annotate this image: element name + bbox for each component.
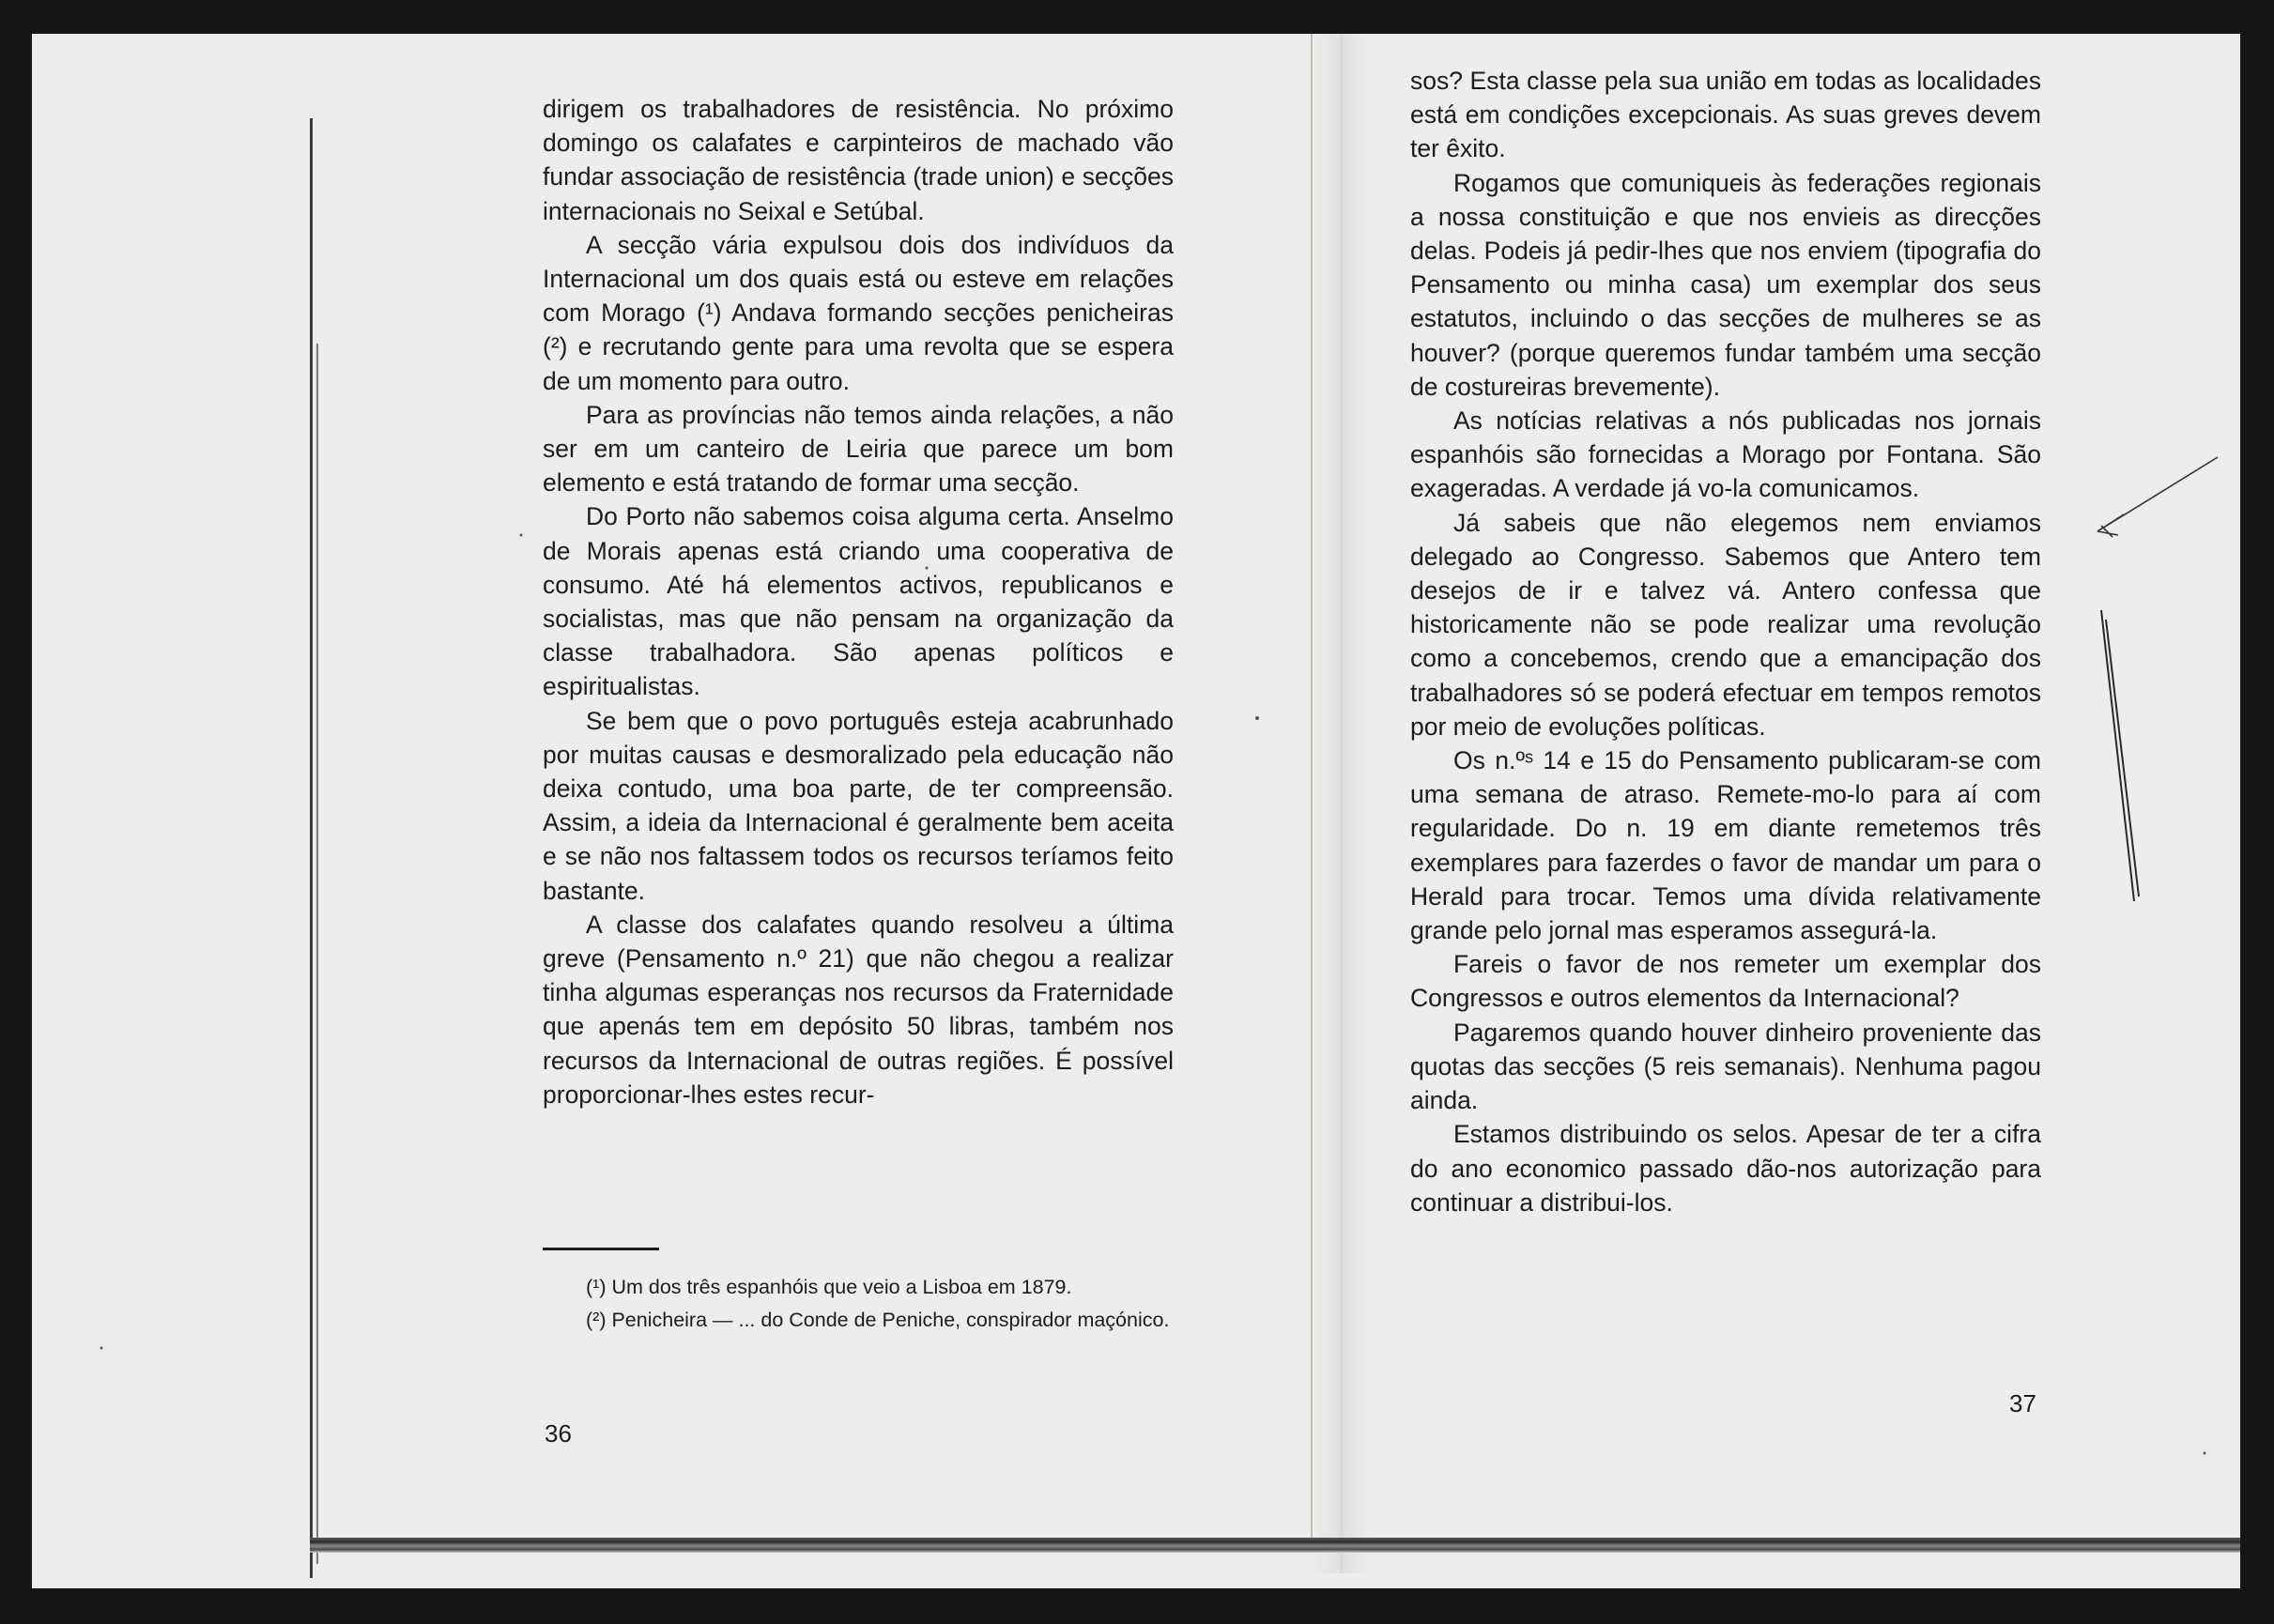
page-number-left: 36 [545, 1419, 572, 1448]
paragraph: sos? Esta classe pela sua união em todas as localidades está em condições excepcionais. As suas greves devem ter êxito. [1410, 67, 2041, 163]
paragraph: A classe dos calafates quando resolveu a última greve (Pensamento n.º 21) que não chegou a realizar tinha algumas esperanças nos recursos da Fraternidade que apenás tem em depósito 50 libras, também nos recursos da Internacional de outras regiões. É possível proporcionar-lhes estes recur- [543, 910, 1174, 1109]
paragraph: Estamos distribuindo os selos. Apesar de ter a cifra do ano economico passado dão-nos autorização para continuar a distribui-los. [1410, 1120, 2041, 1217]
footnote: (¹) Um dos três espanhóis que veio a Lisboa em 1879. [586, 1276, 1072, 1298]
paragraph: As notícias relativas a nós publicadas nos jornais espanhóis são fornecidas a Morago por Fontana. São exageradas. A verdade já vo-la comunicamos. [1410, 406, 2041, 503]
paragraph: Fareis o favor de nos remeter um exemplar dos Congressos e outros elementos da Internacional? [1410, 950, 2041, 1013]
paragraph: A secção vária expulsou dois dos indivíduos da Internacional um dos quais está ou esteve em relações com Morago (¹) Andava formando secções penicheiras (²) e recrutando gente para uma revolta que se espera de um momento para outro. [543, 230, 1174, 395]
paragraph: Os n.ºˢ 14 e 15 do Pensamento publicaram-se com uma semana de atraso. Remete-mo-lo para aí com regularidade. Do n. 19 em diante remetemos três exemplares para fazerdes o favor de mandar um para o Herald para trocar. Temos uma dívida relativamente grande pelo jornal mas esperamos assegurá-la. [1410, 746, 2041, 945]
margin-bracket-line [2101, 610, 2139, 901]
paragraph: Se bem que o povo português esteja acabrunhado por muitas causas e desmoralizado pela educação não deixa contudo, uma boa parte, de ter compreensão. Assim, a ideia da Internacional é geralmente bem aceita e se não nos faltassem todos os recursos teríamos feito bastante. [543, 706, 1174, 905]
footnote: (²) Penicheira — ... do Conde de Peniche, conspirador maçónico. [586, 1309, 1170, 1331]
page-number-right: 37 [2009, 1389, 2036, 1417]
margin-arrow-icon [2097, 457, 2218, 537]
paragraph: Do Porto não sabemos coisa alguma certa. Anselmo de Morais apenas está criando uma cooperativa de consumo. Até há elementos activos, republicanos e socialistas, mas que não pensam na organização da classe trabalhadora. São apenas políticos e espiritualistas. [543, 502, 1174, 701]
scan-specks [100, 534, 2206, 1455]
paragraph: dirigem os trabalhadores de resistência. No próximo domingo os calafates e carpinteiros de machado vão fundar associação de resistência (trade union) e secções internacionais no Seixal e Setúbal. [543, 95, 1174, 225]
paragraph: Rogamos que comuniqueis às federações regionais a nossa constituição e que nos envieis as direcções delas. Podeis já pedir-lhes que nos enviem (tipografia do Pensamento ou minha casa) um exemplar dos seus estatutos, incluindo o das secções de mulheres se as houver? (porque queremos fundar também uma secção de costureiras brevemente). [1410, 168, 2041, 401]
paragraph: Já sabeis que não elegemos nem enviamos delegado ao Congresso. Sabemos que Antero tem desejos de ir e talvez vá. Antero confessa que historicamente não se pode realizar uma revolução como a concebemos, crendo que a emancipação dos trabalhadores só se poderá efectuar em tempos remotos por meio de evoluções políticas. [1410, 508, 2041, 741]
paragraph: Para as províncias não temos ainda relações, a não ser em um canteiro de Leiria que parece um bom elemento e está tratando de formar uma secção. [543, 400, 1174, 498]
paragraph: Pagaremos quando houver dinheiro proveniente das quotas das secções (5 reis semanais). Nenhuma pagou ainda. [1410, 1018, 2041, 1115]
